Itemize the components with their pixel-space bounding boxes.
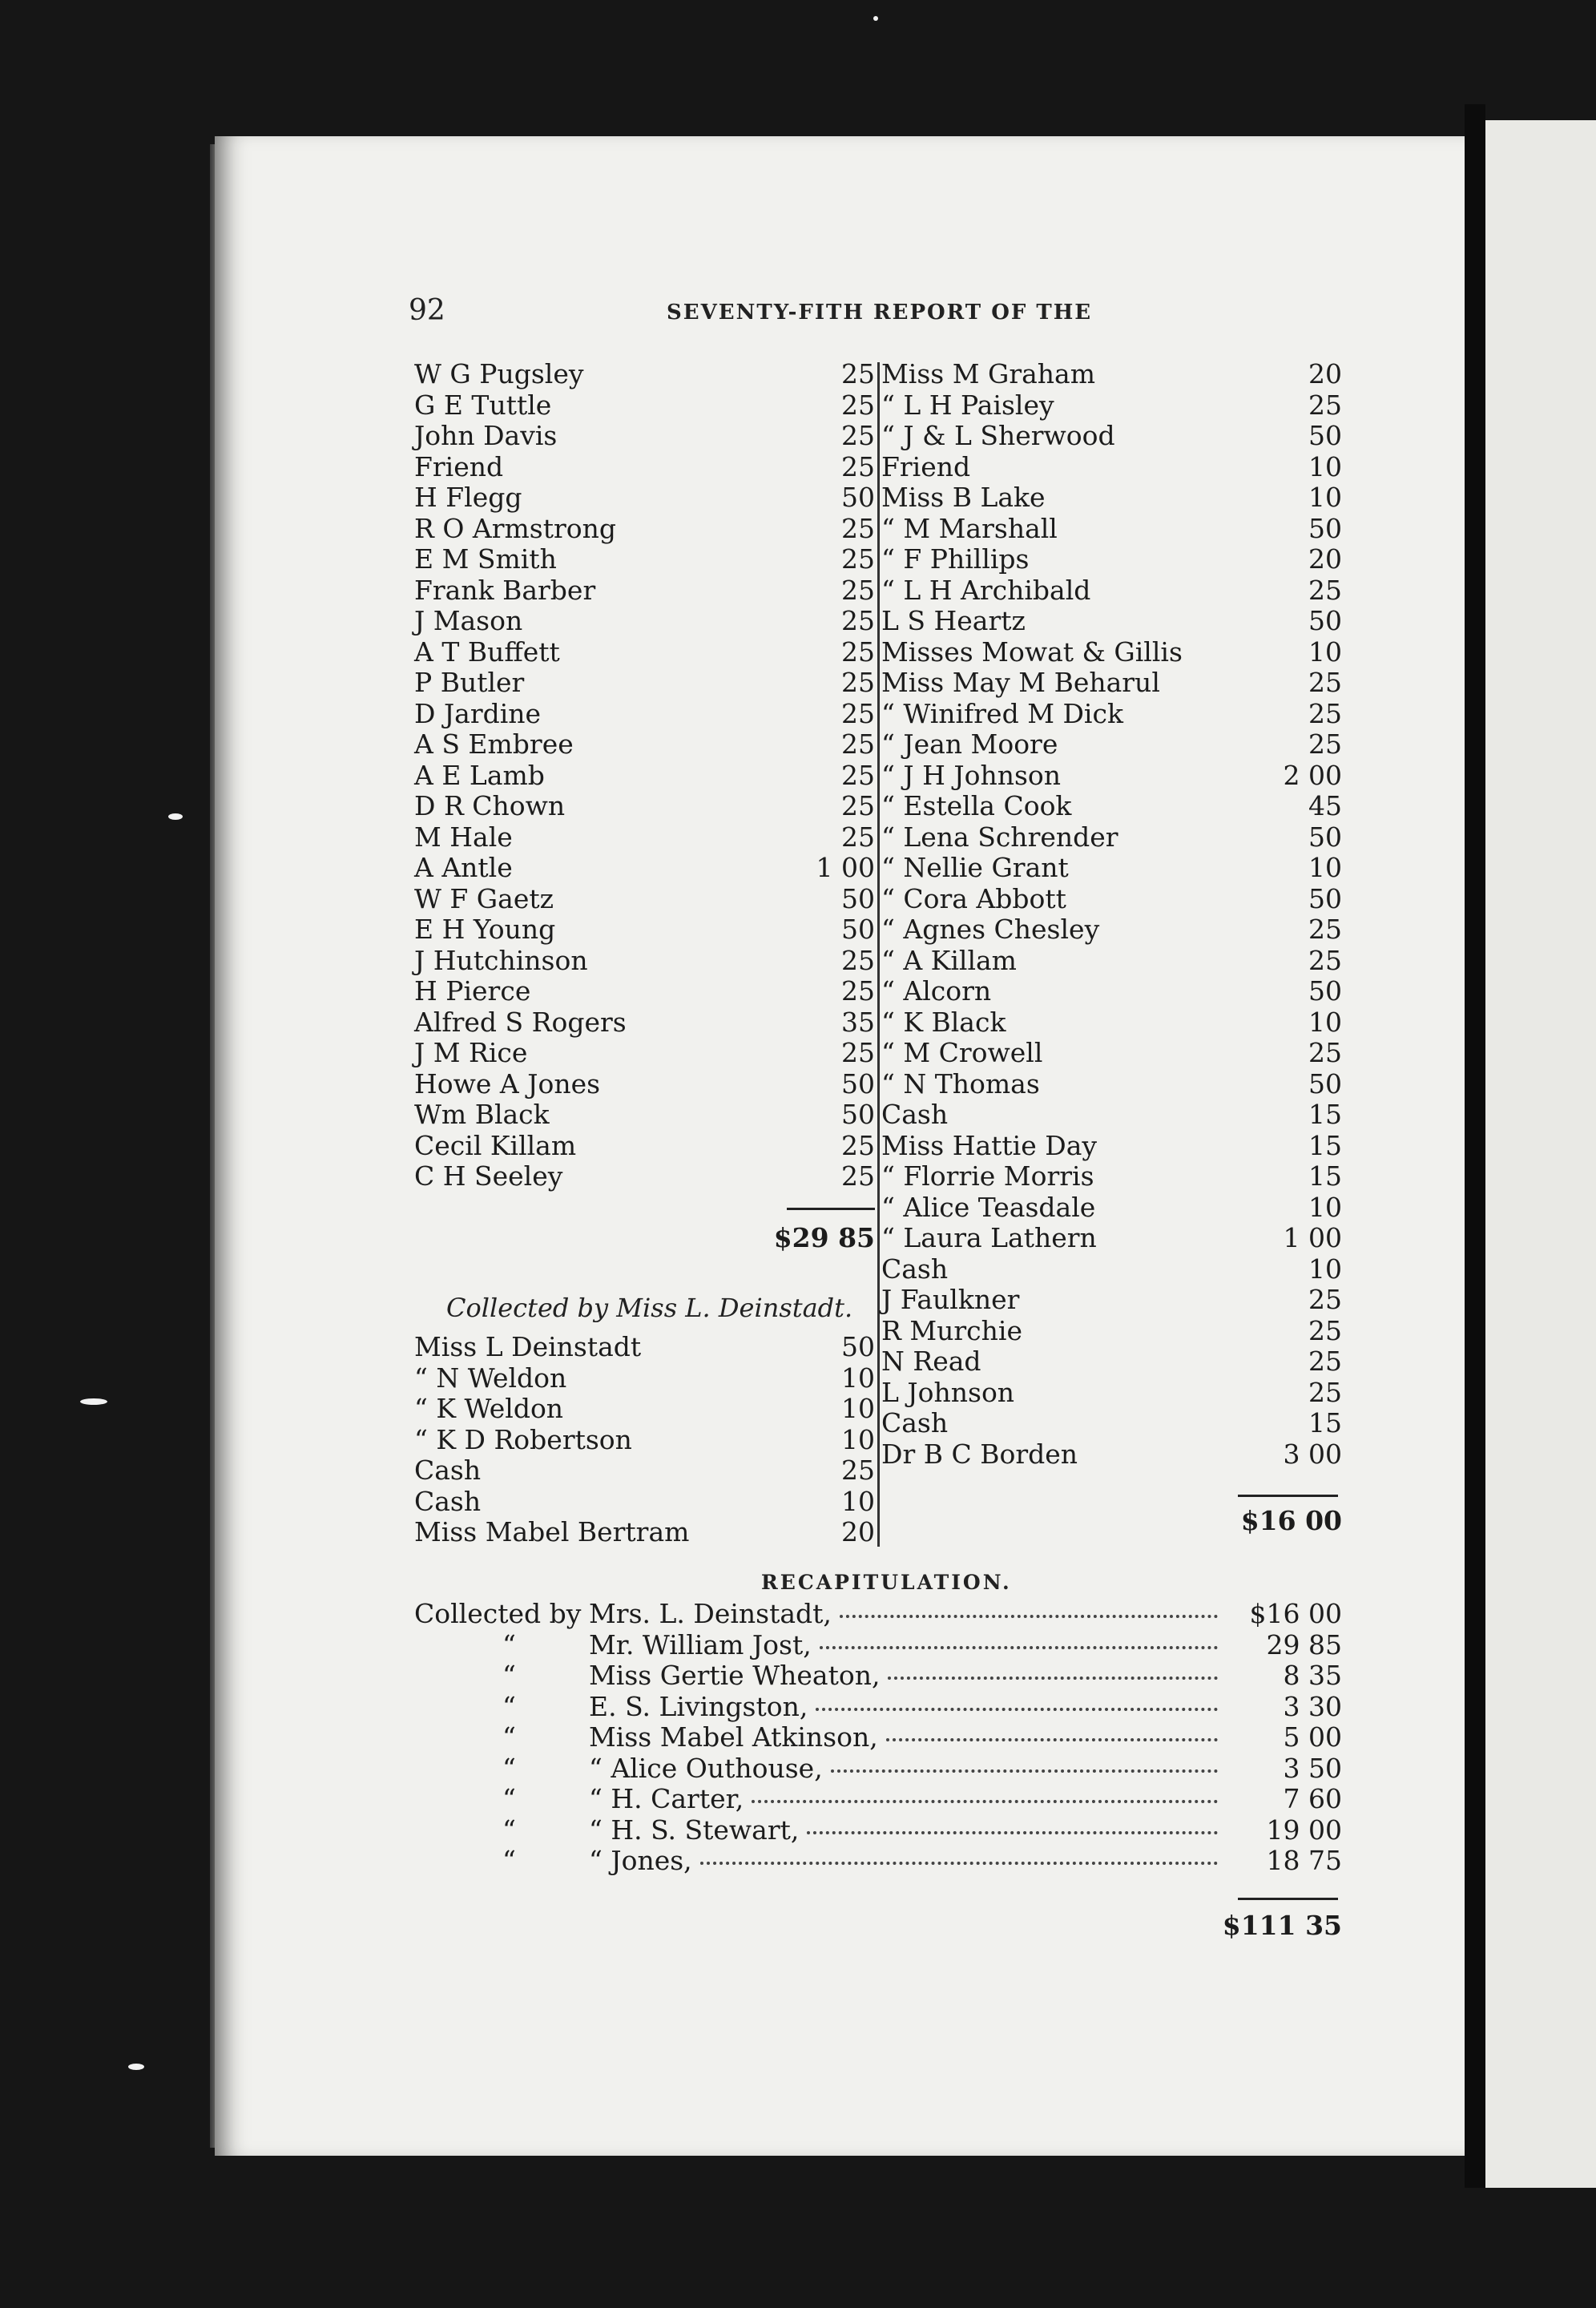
donor-name: “ L H Archibald — [881, 574, 1091, 606]
donation-amount: 25 — [841, 420, 875, 451]
recap-collector: “ H. Carter, — [589, 1783, 744, 1814]
recap-prefix: “ — [502, 1814, 516, 1846]
donor-name: “ Agnes Chesley — [881, 914, 1100, 945]
leader-dots — [816, 1692, 1218, 1711]
donor-name: “ Florrie Morris — [881, 1160, 1094, 1192]
donor-name: Dr B C Borden — [881, 1438, 1078, 1470]
donation-amount: 50 — [841, 1099, 875, 1130]
donation-amount: 25 — [1308, 667, 1342, 698]
donor-name: “ J & L Sherwood — [881, 420, 1115, 451]
leader-dots — [807, 1815, 1218, 1834]
donation-amount: 35 — [841, 1006, 875, 1038]
list-item — [881, 1131, 1342, 1162]
list-item — [414, 791, 875, 822]
donor-name: Howe A Jones — [414, 1067, 601, 1100]
donor-name: John Davis — [414, 420, 558, 451]
recap-title: RECAPITULATION. — [761, 1571, 1012, 1594]
donor-name: E H Young — [414, 914, 556, 945]
donor-name: “ Jean Moore — [881, 728, 1058, 760]
running-title: SEVENTY-FITH REPORT OF THE — [667, 301, 1093, 325]
list-item — [881, 452, 1342, 483]
list-item — [881, 822, 1342, 853]
list-item — [414, 1161, 875, 1192]
recap-collector: Miss Gertie Wheaton, — [589, 1660, 881, 1691]
donation-amount: 50 — [1308, 420, 1342, 451]
donor-name: “ Lena Schrender — [881, 821, 1118, 853]
donor-name: J Faulkner — [881, 1284, 1020, 1315]
donor-name: Miss Hattie Day — [881, 1129, 1098, 1161]
recap-collector: “ H. S. Stewart, — [589, 1814, 800, 1846]
list-item — [881, 514, 1342, 545]
donor-name: “ A Killam — [881, 944, 1017, 976]
list-item — [881, 1007, 1342, 1039]
list-item — [414, 822, 875, 853]
donation-amount: 25 — [841, 389, 875, 421]
donation-amount: 25 — [1308, 914, 1342, 945]
donor-name: W G Pugsley — [414, 358, 584, 389]
list-item — [881, 729, 1342, 761]
donation-amount: 3 00 — [1283, 1438, 1342, 1470]
deinstadt-list — [414, 1332, 875, 1548]
film-speck — [80, 1398, 107, 1405]
donor-name: Wm Black — [414, 1099, 550, 1130]
recap-prefix: “ — [502, 1660, 516, 1691]
donor-name: Miss May M Beharul — [881, 667, 1160, 698]
recap-row — [414, 1722, 1342, 1753]
recap-prefix: “ — [502, 1845, 516, 1876]
donor-name: “ M Crowell — [881, 1037, 1043, 1068]
donation-amount: 25 — [1308, 1284, 1342, 1315]
list-item — [414, 1517, 875, 1548]
donation-amount: 25 — [841, 605, 875, 636]
list-item — [881, 946, 1342, 977]
donor-name: M Hale — [414, 821, 513, 853]
donor-name: N Read — [881, 1346, 981, 1377]
list-item — [414, 1038, 875, 1069]
list-item — [881, 1378, 1342, 1409]
donor-name: “ Alcorn — [881, 975, 992, 1007]
donation-amount: 50 — [841, 1067, 875, 1100]
list-item — [414, 1069, 875, 1100]
leader-dots — [752, 1784, 1218, 1803]
list-item — [881, 359, 1342, 390]
list-item — [414, 946, 875, 977]
facing-page — [1485, 120, 1596, 2188]
donation-amount: 15 — [1308, 1407, 1342, 1438]
recap-collector: “ Alice Outhouse, — [589, 1752, 823, 1784]
donation-amount: 50 — [841, 1331, 875, 1362]
list-item — [881, 1223, 1342, 1254]
donation-amount: 25 — [841, 697, 875, 729]
donation-amount: 25 — [1308, 1314, 1342, 1346]
donor-name: Misses Mowat & Gillis — [881, 636, 1183, 668]
donation-amount: 15 — [1308, 1160, 1342, 1192]
list-item — [414, 1487, 875, 1518]
recap-amount: 3 50 — [1283, 1752, 1342, 1784]
donation-amount: 20 — [1308, 358, 1342, 389]
film-speck — [168, 813, 183, 820]
donor-name: C H Seeley — [414, 1160, 563, 1192]
recap-amount: 5 00 — [1283, 1721, 1342, 1753]
donor-name: Miss L Deinstadt — [414, 1331, 642, 1362]
leader-dots — [840, 1599, 1218, 1618]
list-item — [881, 1439, 1342, 1471]
donation-amount: 25 — [841, 1129, 875, 1161]
recap-prefix: “ — [502, 1783, 516, 1814]
donor-name: “ K Black — [881, 1006, 1006, 1038]
list-item — [881, 1161, 1342, 1192]
donation-amount: 50 — [1308, 605, 1342, 636]
donor-name: Miss Mabel Bertram — [414, 1516, 690, 1547]
recap-prefix: “ — [502, 1752, 516, 1784]
leader-dots — [700, 1846, 1218, 1865]
donation-amount: 25 — [1308, 1346, 1342, 1377]
donation-amount: 10 — [1308, 450, 1342, 482]
donation-amount: 25 — [841, 574, 875, 606]
list-item — [881, 1316, 1342, 1347]
list-item — [414, 1100, 875, 1131]
list-item — [881, 1100, 1342, 1131]
donor-name: A T Buffett — [414, 636, 560, 668]
list-item — [414, 1425, 875, 1456]
recap-row — [414, 1630, 1342, 1661]
donor-name: Cash — [414, 1485, 482, 1517]
list-item — [414, 390, 875, 422]
recap-prefix: “ — [502, 1628, 516, 1660]
left-total: $29 85 — [773, 1222, 875, 1253]
recap-amount: 7 60 — [1283, 1783, 1342, 1814]
list-item — [881, 668, 1342, 699]
list-item — [414, 606, 875, 637]
recap-amount: $16 00 — [1249, 1598, 1342, 1629]
recap-row — [414, 1599, 1342, 1630]
donation-amount: 25 — [1308, 1037, 1342, 1068]
list-item — [414, 1363, 875, 1394]
list-item — [881, 482, 1342, 514]
recap-row — [414, 1784, 1342, 1815]
left-total-rule — [787, 1208, 875, 1210]
recap-list — [414, 1599, 1342, 1877]
recap-prefix: Collected by — [414, 1598, 582, 1629]
list-item — [414, 421, 875, 452]
donation-amount: 25 — [841, 759, 875, 791]
donation-amount: 25 — [841, 667, 875, 698]
donation-amount: 25 — [1308, 728, 1342, 760]
list-item — [881, 421, 1342, 452]
list-item — [414, 914, 875, 946]
recap-collector: Miss Mabel Atkinson, — [589, 1721, 878, 1753]
page-number: 92 — [409, 294, 445, 327]
donor-name: “ Laura Lathern — [881, 1222, 1097, 1253]
recap-row — [414, 1815, 1342, 1846]
donation-amount: 25 — [841, 636, 875, 668]
donor-name: H Pierce — [414, 975, 531, 1007]
donor-name: “ Cora Abbott — [881, 882, 1066, 914]
list-item — [881, 1254, 1342, 1285]
donor-name: “ M Marshall — [881, 512, 1058, 544]
donor-name: R Murchie — [881, 1314, 1022, 1346]
recap-amount: 8 35 — [1283, 1660, 1342, 1691]
donor-name: Friend — [414, 450, 504, 482]
list-item — [414, 699, 875, 730]
list-item — [881, 791, 1342, 822]
list-item — [414, 544, 875, 575]
donation-amount: 10 — [1308, 852, 1342, 883]
donor-name: D Jardine — [414, 697, 542, 729]
donation-amount: 25 — [841, 975, 875, 1007]
list-item — [414, 514, 875, 545]
recap-collector: “ Jones, — [589, 1845, 692, 1876]
list-item — [881, 575, 1342, 607]
list-item — [881, 606, 1342, 637]
donor-name: A S Embree — [414, 728, 574, 760]
list-item — [881, 390, 1342, 422]
donation-amount: 25 — [841, 944, 875, 976]
list-item — [881, 1408, 1342, 1439]
recap-prefix: “ — [502, 1721, 516, 1753]
recap-row — [414, 1753, 1342, 1785]
recap-collector: E. S. Livingston, — [589, 1690, 808, 1722]
recap-row — [414, 1846, 1342, 1877]
donation-amount: 15 — [1308, 1129, 1342, 1161]
donation-amount: 50 — [1308, 1067, 1342, 1100]
list-item — [414, 976, 875, 1007]
donor-name: Cash — [881, 1407, 949, 1438]
list-item — [881, 1285, 1342, 1316]
donation-amount: 25 — [841, 790, 875, 821]
recap-amount: 19 00 — [1266, 1814, 1342, 1846]
donor-name: Friend — [881, 450, 971, 482]
list-item — [414, 1131, 875, 1162]
donation-amount: 25 — [1308, 389, 1342, 421]
donation-amount: 25 — [841, 1037, 875, 1068]
donation-amount: 25 — [1308, 697, 1342, 729]
donor-name: J Hutchinson — [414, 944, 588, 976]
donation-amount: 10 — [1308, 1006, 1342, 1038]
list-item — [881, 699, 1342, 730]
donation-amount: 10 — [841, 1423, 875, 1455]
donation-amount: 10 — [841, 1362, 875, 1394]
list-item — [414, 884, 875, 915]
recap-prefix: “ — [502, 1690, 516, 1722]
donation-amount: 10 — [1308, 636, 1342, 668]
recap-row — [414, 1692, 1342, 1723]
donation-amount: 10 — [1308, 1191, 1342, 1223]
donation-amount: 25 — [841, 728, 875, 760]
donation-amount: 25 — [841, 512, 875, 544]
recap-collector: Mrs. L. Deinstadt, — [589, 1598, 832, 1629]
donor-name: “ N Weldon — [414, 1362, 567, 1394]
donation-amount: 1 00 — [1283, 1222, 1342, 1253]
recap-row — [414, 1660, 1342, 1692]
donor-name: Cash — [881, 1253, 949, 1285]
leader-dots — [888, 1660, 1218, 1680]
donor-name: D R Chown — [414, 790, 566, 821]
donor-name: “ J H Johnson — [881, 759, 1062, 791]
donation-amount: 10 — [1308, 1253, 1342, 1285]
list-item — [881, 853, 1342, 884]
list-item — [881, 544, 1342, 575]
donor-name: Cash — [414, 1455, 482, 1486]
donation-amount: 25 — [1308, 944, 1342, 976]
list-item — [414, 637, 875, 668]
list-item — [881, 884, 1342, 915]
donor-name: J Mason — [414, 605, 523, 636]
donation-amount: 50 — [1308, 975, 1342, 1007]
donor-name: “ Estella Cook — [881, 790, 1072, 821]
donation-amount: 50 — [841, 482, 875, 513]
donor-name: “ N Thomas — [881, 1067, 1040, 1100]
donor-name: L Johnson — [881, 1376, 1015, 1408]
leader-dots — [820, 1630, 1218, 1649]
list-item — [881, 976, 1342, 1007]
list-item — [414, 1394, 875, 1425]
leader-dots — [831, 1753, 1218, 1773]
donor-name: P Butler — [414, 667, 525, 698]
list-item — [881, 1069, 1342, 1100]
donation-amount: 50 — [1308, 512, 1342, 544]
donor-name: “ Winifred M Dick — [881, 697, 1123, 729]
donor-name: “ K Weldon — [414, 1393, 564, 1424]
list-item — [414, 1332, 875, 1363]
donor-name: A E Lamb — [414, 759, 545, 791]
donation-amount: 20 — [841, 1516, 875, 1547]
donation-amount: 10 — [1308, 482, 1342, 513]
recap-amount: 3 30 — [1283, 1690, 1342, 1722]
recap-collector: Mr. William Jost, — [589, 1628, 812, 1660]
list-item — [414, 668, 875, 699]
donor-name: A Antle — [414, 852, 513, 883]
donor-name: H Flegg — [414, 482, 522, 513]
donor-name: “ Alice Teasdale — [881, 1191, 1096, 1223]
donor-name: W F Gaetz — [414, 882, 554, 914]
list-item — [414, 1455, 875, 1487]
list-item — [881, 761, 1342, 792]
list-item — [414, 1007, 875, 1039]
donation-amount: 25 — [841, 450, 875, 482]
deinstadt-heading: Collected by Miss L. Deinstadt. — [446, 1293, 853, 1323]
donation-amount: 25 — [1308, 1376, 1342, 1408]
donor-name: G E Tuttle — [414, 389, 552, 421]
list-item — [881, 914, 1342, 946]
donation-amount: 45 — [1308, 790, 1342, 821]
donation-amount: 10 — [841, 1485, 875, 1517]
list-item — [414, 575, 875, 607]
list-item — [881, 1346, 1342, 1378]
donor-name: “ L H Paisley — [881, 389, 1054, 421]
donor-name: Cash — [881, 1099, 949, 1130]
right-total-rule — [1238, 1495, 1338, 1497]
donation-amount: 25 — [841, 543, 875, 575]
donor-name: Cecil Killam — [414, 1129, 577, 1161]
donor-name: Alfred S Rogers — [414, 1006, 627, 1038]
list-item — [414, 452, 875, 483]
donation-amount: 25 — [841, 1160, 875, 1192]
donation-amount: 25 — [841, 1455, 875, 1486]
recap-total: $111 35 — [1222, 1910, 1342, 1941]
list-item — [414, 729, 875, 761]
film-speck — [128, 2064, 144, 2070]
donation-amount: 50 — [1308, 821, 1342, 853]
donation-amount: 25 — [841, 358, 875, 389]
donor-name: E M Smith — [414, 543, 557, 575]
donor-name: L S Heartz — [881, 605, 1026, 636]
donor-name: Frank Barber — [414, 574, 596, 606]
list-item — [881, 1192, 1342, 1224]
right-donor-list — [881, 359, 1342, 1470]
donation-amount: 20 — [1308, 543, 1342, 575]
recap-amount: 18 75 — [1266, 1845, 1342, 1876]
binding-gutter — [1465, 104, 1485, 2188]
donation-amount: 15 — [1308, 1099, 1342, 1130]
list-item — [881, 1038, 1342, 1069]
film-speck — [873, 16, 878, 21]
left-donor-list — [414, 359, 875, 1192]
donation-amount: 2 00 — [1283, 759, 1342, 791]
donor-name: “ Nellie Grant — [881, 852, 1069, 883]
donation-amount: 50 — [841, 914, 875, 945]
list-item — [414, 482, 875, 514]
donor-name: R O Armstrong — [414, 512, 616, 544]
donation-amount: 1 00 — [816, 852, 875, 883]
donor-name: “ F Phillips — [881, 543, 1030, 575]
donor-name: Miss B Lake — [881, 482, 1046, 513]
donation-amount: 25 — [841, 821, 875, 853]
donation-amount: 25 — [1308, 574, 1342, 606]
list-item — [881, 637, 1342, 668]
donor-name: J M Rice — [414, 1037, 528, 1068]
column-divider — [877, 362, 880, 1547]
donor-name: Miss M Graham — [881, 358, 1096, 389]
donation-amount: 50 — [841, 882, 875, 914]
donation-amount: 10 — [841, 1393, 875, 1424]
list-item — [414, 359, 875, 390]
list-item — [414, 853, 875, 884]
list-item — [414, 761, 875, 792]
donation-amount: 50 — [1308, 882, 1342, 914]
recap-total-rule — [1238, 1898, 1338, 1900]
recap-amount: 29 85 — [1266, 1628, 1342, 1660]
donor-name: “ K D Robertson — [414, 1423, 632, 1455]
leader-dots — [886, 1722, 1218, 1741]
right-total: $16 00 — [1240, 1505, 1342, 1536]
